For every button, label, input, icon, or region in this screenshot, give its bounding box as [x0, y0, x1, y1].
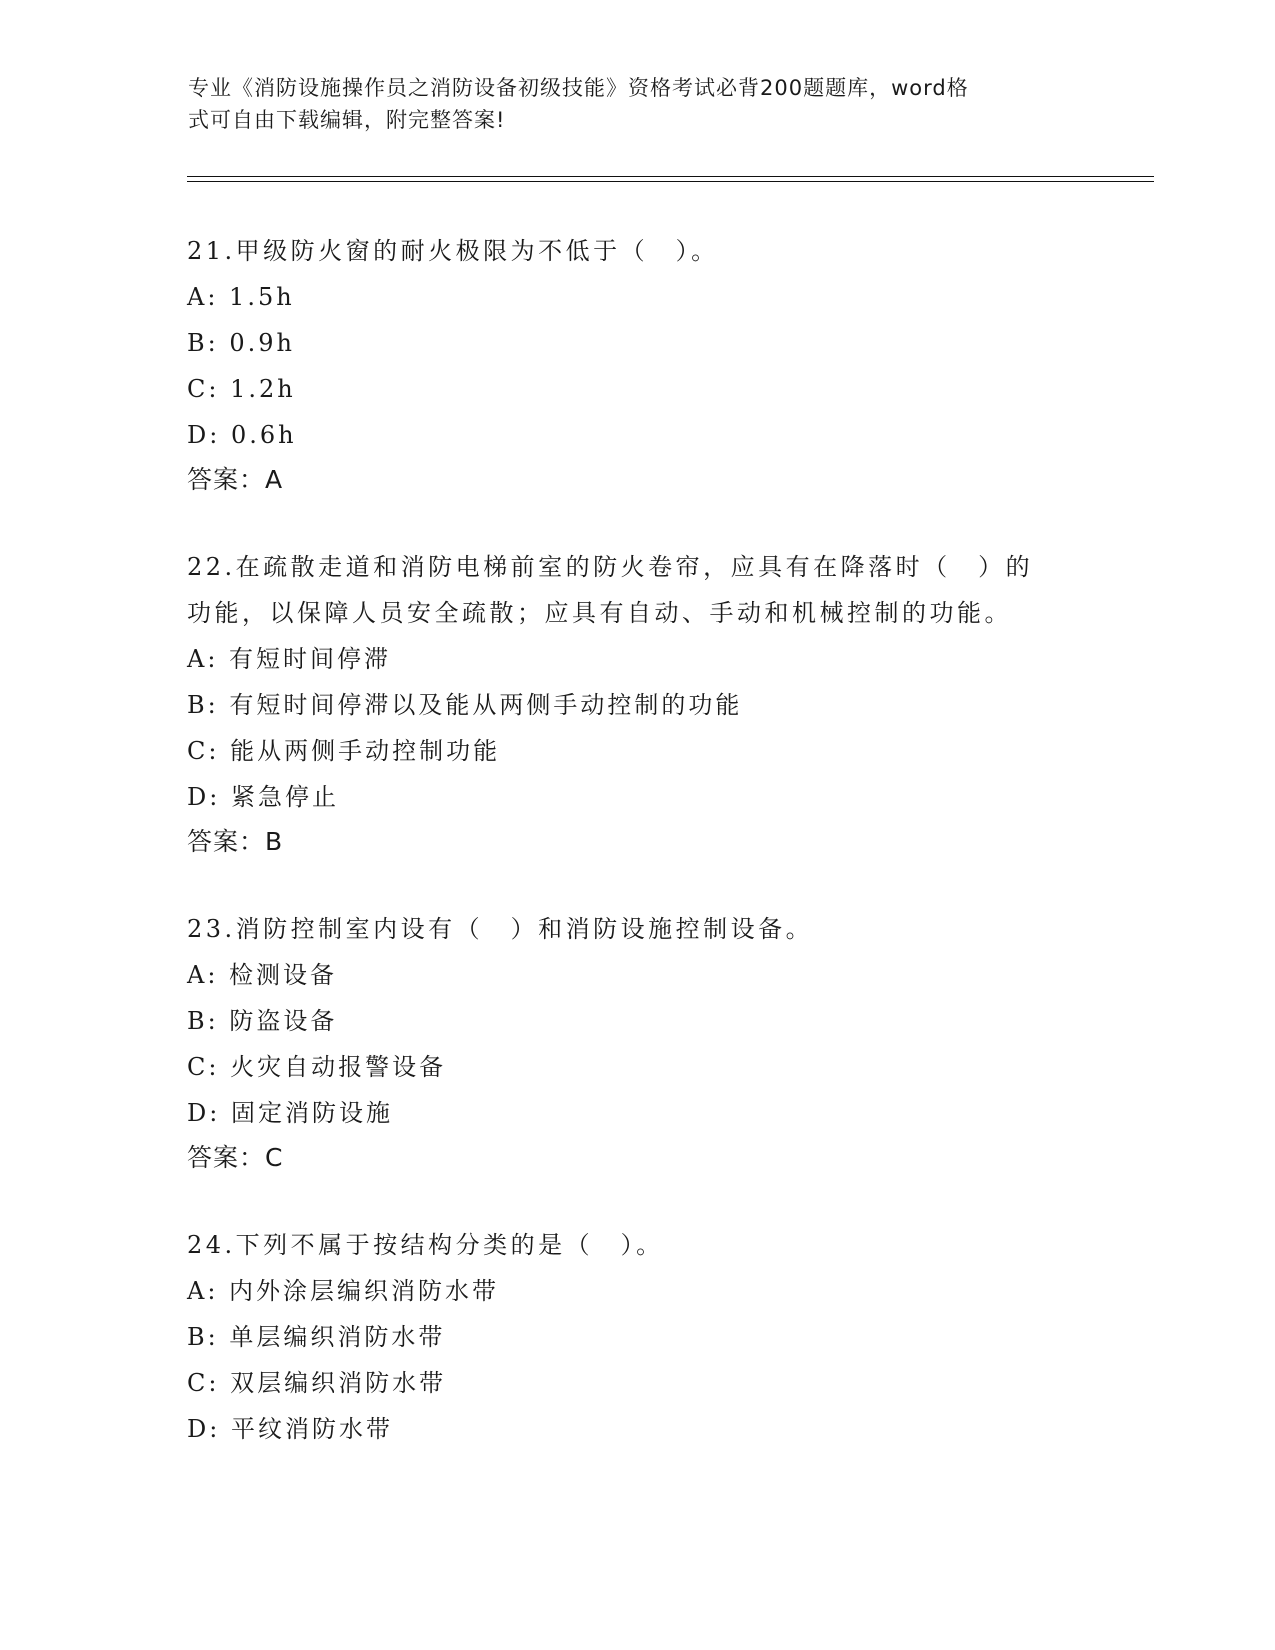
header-line-2: 式可自由下载编辑，附完整答案!: [188, 108, 506, 132]
header-line-1: 专业《消防设施操作员之消防设备初级技能》资格考试必背200题题库，word格: [188, 76, 969, 100]
question-22: [187, 544, 1087, 864]
question-23: [187, 906, 1087, 1180]
option-b: B: 防盗设备: [187, 1007, 338, 1035]
question-21: [187, 228, 1087, 502]
option-c: C: 双层编织消防水带: [187, 1369, 447, 1397]
option-c: C: 1.2h: [187, 375, 296, 403]
question-stem: 23.消防控制室内设有（ ）和消防设施控制设备。: [187, 915, 814, 943]
option-b: B: 0.9h: [187, 329, 295, 357]
option-a: A: 有短时间停滞: [187, 645, 392, 673]
answer-label: 答案：A: [187, 465, 284, 494]
question-stem-line-1: 22.在疏散走道和消防电梯前室的防火卷帘，应具有在降落时（ ）的: [187, 553, 1034, 581]
answer-label: 答案：C: [187, 1143, 284, 1172]
question-stem: 21.甲级防火窗的耐火极限为不低于（ ）。: [187, 237, 719, 265]
option-c: C: 火灾自动报警设备: [187, 1053, 447, 1081]
option-d: D: 固定消防设施: [187, 1099, 393, 1127]
option-c: C: 能从两侧手动控制功能: [187, 737, 501, 765]
option-a: A: 1.5h: [187, 283, 295, 311]
header-divider-bottom: [187, 181, 1154, 182]
option-d: D: 平纹消防水带: [187, 1415, 393, 1443]
option-d: D: 0.6h: [187, 421, 297, 449]
option-a: A: 内外涂层编织消防水带: [187, 1277, 500, 1305]
option-b: B: 有短时间停滞以及能从两侧手动控制的功能: [187, 691, 743, 719]
question-stem-line-2: 功能，以保障人员安全疏散；应具有自动、手动和机械控制的功能。: [187, 599, 1012, 627]
header-divider-top: [187, 176, 1154, 177]
option-b: B: 单层编织消防水带: [187, 1323, 446, 1351]
option-d: D: 紧急停止: [187, 783, 339, 811]
answer-label: 答案：B: [187, 827, 284, 856]
question-24: [187, 1222, 1087, 1452]
question-stem: 24.下列不属于按结构分类的是（ ）。: [187, 1231, 664, 1259]
question-list: [187, 228, 1087, 1494]
option-a: A: 检测设备: [187, 961, 338, 989]
document-header: [188, 72, 1068, 136]
